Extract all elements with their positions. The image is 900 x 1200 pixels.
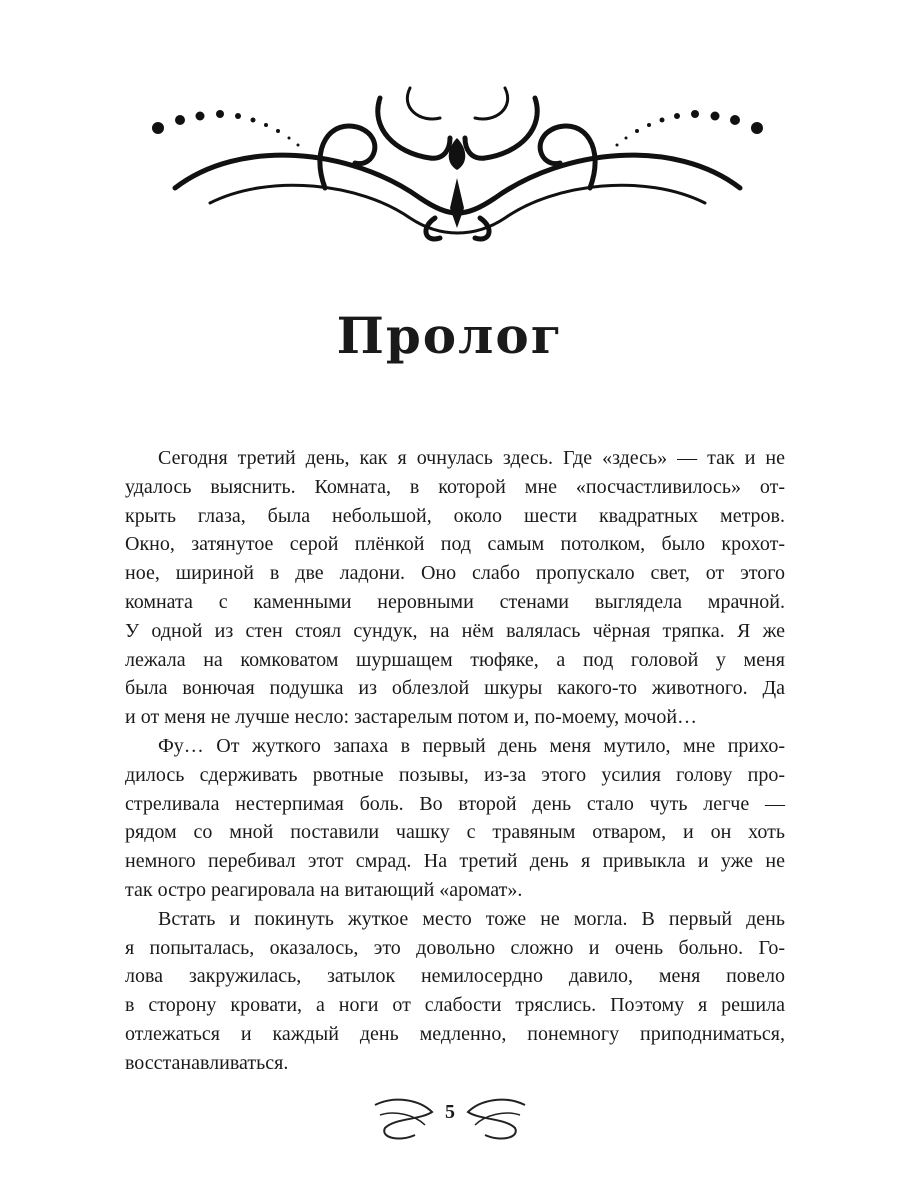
text-line: немного перебивал этот смрад. На третий день я привыкла и уже не (125, 850, 785, 873)
text-line: дилось сдерживать рвотные позывы, из-за этого усилия голову про- (125, 763, 785, 786)
text-line: так остро реагировала на витающий «аромат». (125, 878, 523, 901)
text-line: рядом со мной поставили чашку с травяным отваром, и он хоть (125, 821, 785, 844)
text-line: в сторону кровати, а ноги от слабости тряслись. Поэтому я решила (125, 994, 785, 1017)
text-line: была вонючая подушка из облезлой шкуры какого-то животного. Да (125, 677, 785, 700)
text-line: отлежаться и каждый день медленно, понемногу приподниматься, (125, 1022, 785, 1045)
text-line: удалось выяснить. Комната, в которой мне «посчастливилось» от- (125, 475, 785, 498)
chapter-title-text: Пролог (336, 306, 564, 365)
page-number: 5 (445, 1101, 455, 1123)
text-line: я попыталась, оказалось, это довольно сложно и очень больно. Го- (125, 936, 785, 959)
text-line: лова закружилась, затылок немилосердно давило, меня повело (125, 965, 785, 988)
decorative-flourish-header (150, 78, 765, 248)
text-line: восстанавливаться. (125, 1051, 289, 1074)
text-line: Фу… От жуткого запаха в первый день меня мутило, мне прихо- (158, 734, 785, 757)
text-line: комната с каменными неровными стенами выглядела мрачной. (125, 590, 785, 613)
text-line: Сегодня третий день, как я очнулась здесь. Где «здесь» — так и не (158, 447, 785, 469)
chapter-title (0, 306, 900, 366)
text-line: Окно, затянутое серой плёнкой под самым потолком, было крохот- (125, 533, 785, 556)
text-line: ное, шириной в две ладони. Оно слабо пропускало свет, от этого (125, 562, 785, 585)
text-line: крыть глаза, была небольшой, около шести квадратных метров. (125, 504, 785, 527)
text-line: У одной из стен стоял сундук, на нём валялась чёрная тряпка. Я же (125, 619, 785, 642)
text-line: стреливала нестерпимая боль. Во второй день стало чуть легче — (125, 792, 785, 815)
body-text (125, 444, 785, 1078)
text-line: лежала на комковатом шуршащем тюфяке, а под головой у меня (125, 648, 785, 671)
text-line: и от меня не лучше несло: застарелым потом и, по-моему, мочой… (125, 706, 698, 729)
text-line: Встать и покинуть жуткое место тоже не могла. В первый день (158, 907, 785, 930)
